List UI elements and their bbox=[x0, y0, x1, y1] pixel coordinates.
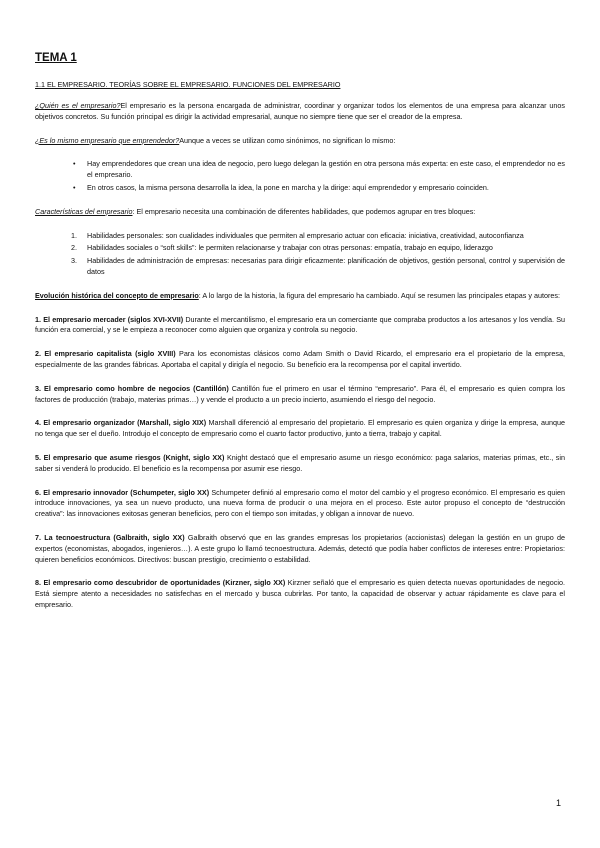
same-label: ¿Es lo mismo empresario que emprendedor? bbox=[35, 135, 180, 145]
list-item: 2. Habilidades sociales o “soft skills”: le permiten relacionarse y trabajar con otras personas: empatía, trabajo en equipo, liderazgo bbox=[71, 243, 493, 253]
page-content bbox=[35, 52, 565, 624]
characteristics-paragraph bbox=[35, 207, 565, 218]
stage-paragraph: 6. El empresario innovador (Schumpeter, siglo XX) Schumpeter definió al empresario como el motor del cambio y el progreso económico. El empresario es quien introduce innovaciones, ya sea un nuevo producto, una nueva forma de producir o una mejora en el proceso. Este autor propuso el concepto de “destrucción creativa”: las innovaciones exitosas generan beneficios, pero con el tiempo son imitadas, y obligan a innovar de nuevo. bbox=[35, 487, 566, 519]
stage-paragraph: 7. La tecnoestructura (Galbraith, siglo XX) Galbraith observó que en las grandes empresas los propietarios (accionistas) delegan la gestión en un grupo de expertos (economistas, abogados, ingenieros…). A este grupo lo llamó tecnoestructura. Además, detectó que podía haber conflictos de intereses entre: Propietarios: quieren beneficios económicos. Directivos: buscan prestigio, crecimiento o estabilidad. bbox=[35, 532, 565, 564]
intro-text: El empresario es la persona encargada de administrar, coordinar y organizar todos los elementos de una empresa para alcanzar unos objetivos concretos. Su función principal es dirigir la actividad empresarial, aunque no siempre tiene que ser el creador de la empresa. bbox=[35, 101, 565, 121]
intro-label: ¿Quién es el empresario? bbox=[35, 101, 121, 110]
stage-paragraph: 1. El empresario mercader (siglos XVI-XVII) Durante el mercantilismo, el empresario era un comerciante que compraba productos a los artesanos y los vendía. Su función era comercial, y se le empieza a reconocer como alguien que organiza y controla su negocio. bbox=[35, 314, 565, 335]
skills-list bbox=[35, 231, 565, 278]
stage-paragraph: 3. El empresario como hombre de negocios (Cantillón) Cantillón fue el primero en usar el término “empresario”. Para él, el empresario es quien compra los factores de producción (trabajo, materias primas…) y vende el producto a un precio incierto, asumiendo el riesgo del negocio. bbox=[35, 383, 565, 404]
characteristics-label: Características del empresario bbox=[35, 206, 133, 216]
stage-paragraph: 4. El empresario organizador (Marshall, siglo XIX) Marshall diferenció al empresario del propietario. El empresario es quien organiza y dirige la empresa, aunque no tenga que ser el dueño. Introdujo el concepto de empresario como el cuarto factor productivo, junto a tierra, trabajo y capital. bbox=[35, 418, 565, 439]
list-item: • En otros casos, la misma persona desarrolla la idea, la pone en marcha y la dirige: aquí emprendedor y empresario coinciden. bbox=[73, 182, 489, 192]
evolution-text: : A lo largo de la historia, la figura del empresario ha cambiado. Aquí se resumen las principales etapas y autores: bbox=[198, 290, 560, 300]
characteristics-text: : El empresario necesita una combinación de diferentes habilidades, que podemos agrupar en tres bloques: bbox=[132, 206, 476, 216]
evolution-paragraph bbox=[35, 291, 565, 302]
same-text: Aunque a veces se utilizan como sinónimos, no significan lo mismo: bbox=[179, 135, 396, 145]
section-title: 1.1 EL EMPRESARIO. TEORÍAS SOBRE EL EMPRESARIO. FUNCIONES DEL EMPRESARIO bbox=[35, 80, 341, 89]
bullet-icon: • bbox=[73, 159, 76, 169]
list-item: • Hay emprendedores que crean una idea de negocio, pero luego delegan la gestión en otra persona más experta: en este caso, el emprendedor no es el empresario. bbox=[73, 159, 565, 180]
stage-paragraph: 5. El empresario que asume riesgos (Knight, siglo XX) Knight destacó que el empresario asume un riesgo económico: paga salarios, materias primas, etc., sin saber si venderá lo producido. El beneficio es la recompensa por asumir ese riesgo. bbox=[35, 452, 565, 473]
bullet-list bbox=[35, 159, 565, 193]
stage-paragraph: 8. El empresario como descubridor de oportunidades (Kirzner, siglo XX) Kirzner señaló que el empresario es quien detecta nuevas oportunidades de negocio. Está siempre atento a necesidades no satisfechas en el mercado y busca cubrirlas. Por tanto, la capacidad de observar y actuar rápidamente es clave para el empresario. bbox=[35, 578, 565, 609]
page-number: 1 bbox=[556, 798, 562, 808]
evolution-label: Evolución histórica del concepto de empresario bbox=[35, 290, 199, 300]
list-item: 1. Habilidades personales: son cualidades individuales que permiten al empresario actuar con eficacia: iniciativa, creatividad, autoconfianza bbox=[71, 230, 524, 240]
page-title: TEMA 1 bbox=[35, 52, 77, 64]
stage-paragraph: 2. El empresario capitalista (siglo XVIII) Para los economistas clásicos como Adam Smith o David Ricardo, el empresario era el propietario de la empresa, especialmente de las grandes fábricas. Aportaba el capital y dirigía el negocio. Su beneficio era la recompensa por el capital invertido. bbox=[35, 349, 565, 369]
intro-paragraph bbox=[35, 101, 565, 123]
bullet-icon: • bbox=[73, 182, 76, 192]
same-paragraph bbox=[35, 136, 565, 147]
list-item: 3. Habilidades de administración de empresas: necesarias para dirigir eficazmente: planificación de objetivos, gestión personal, control y supervisión de datos bbox=[71, 256, 565, 276]
